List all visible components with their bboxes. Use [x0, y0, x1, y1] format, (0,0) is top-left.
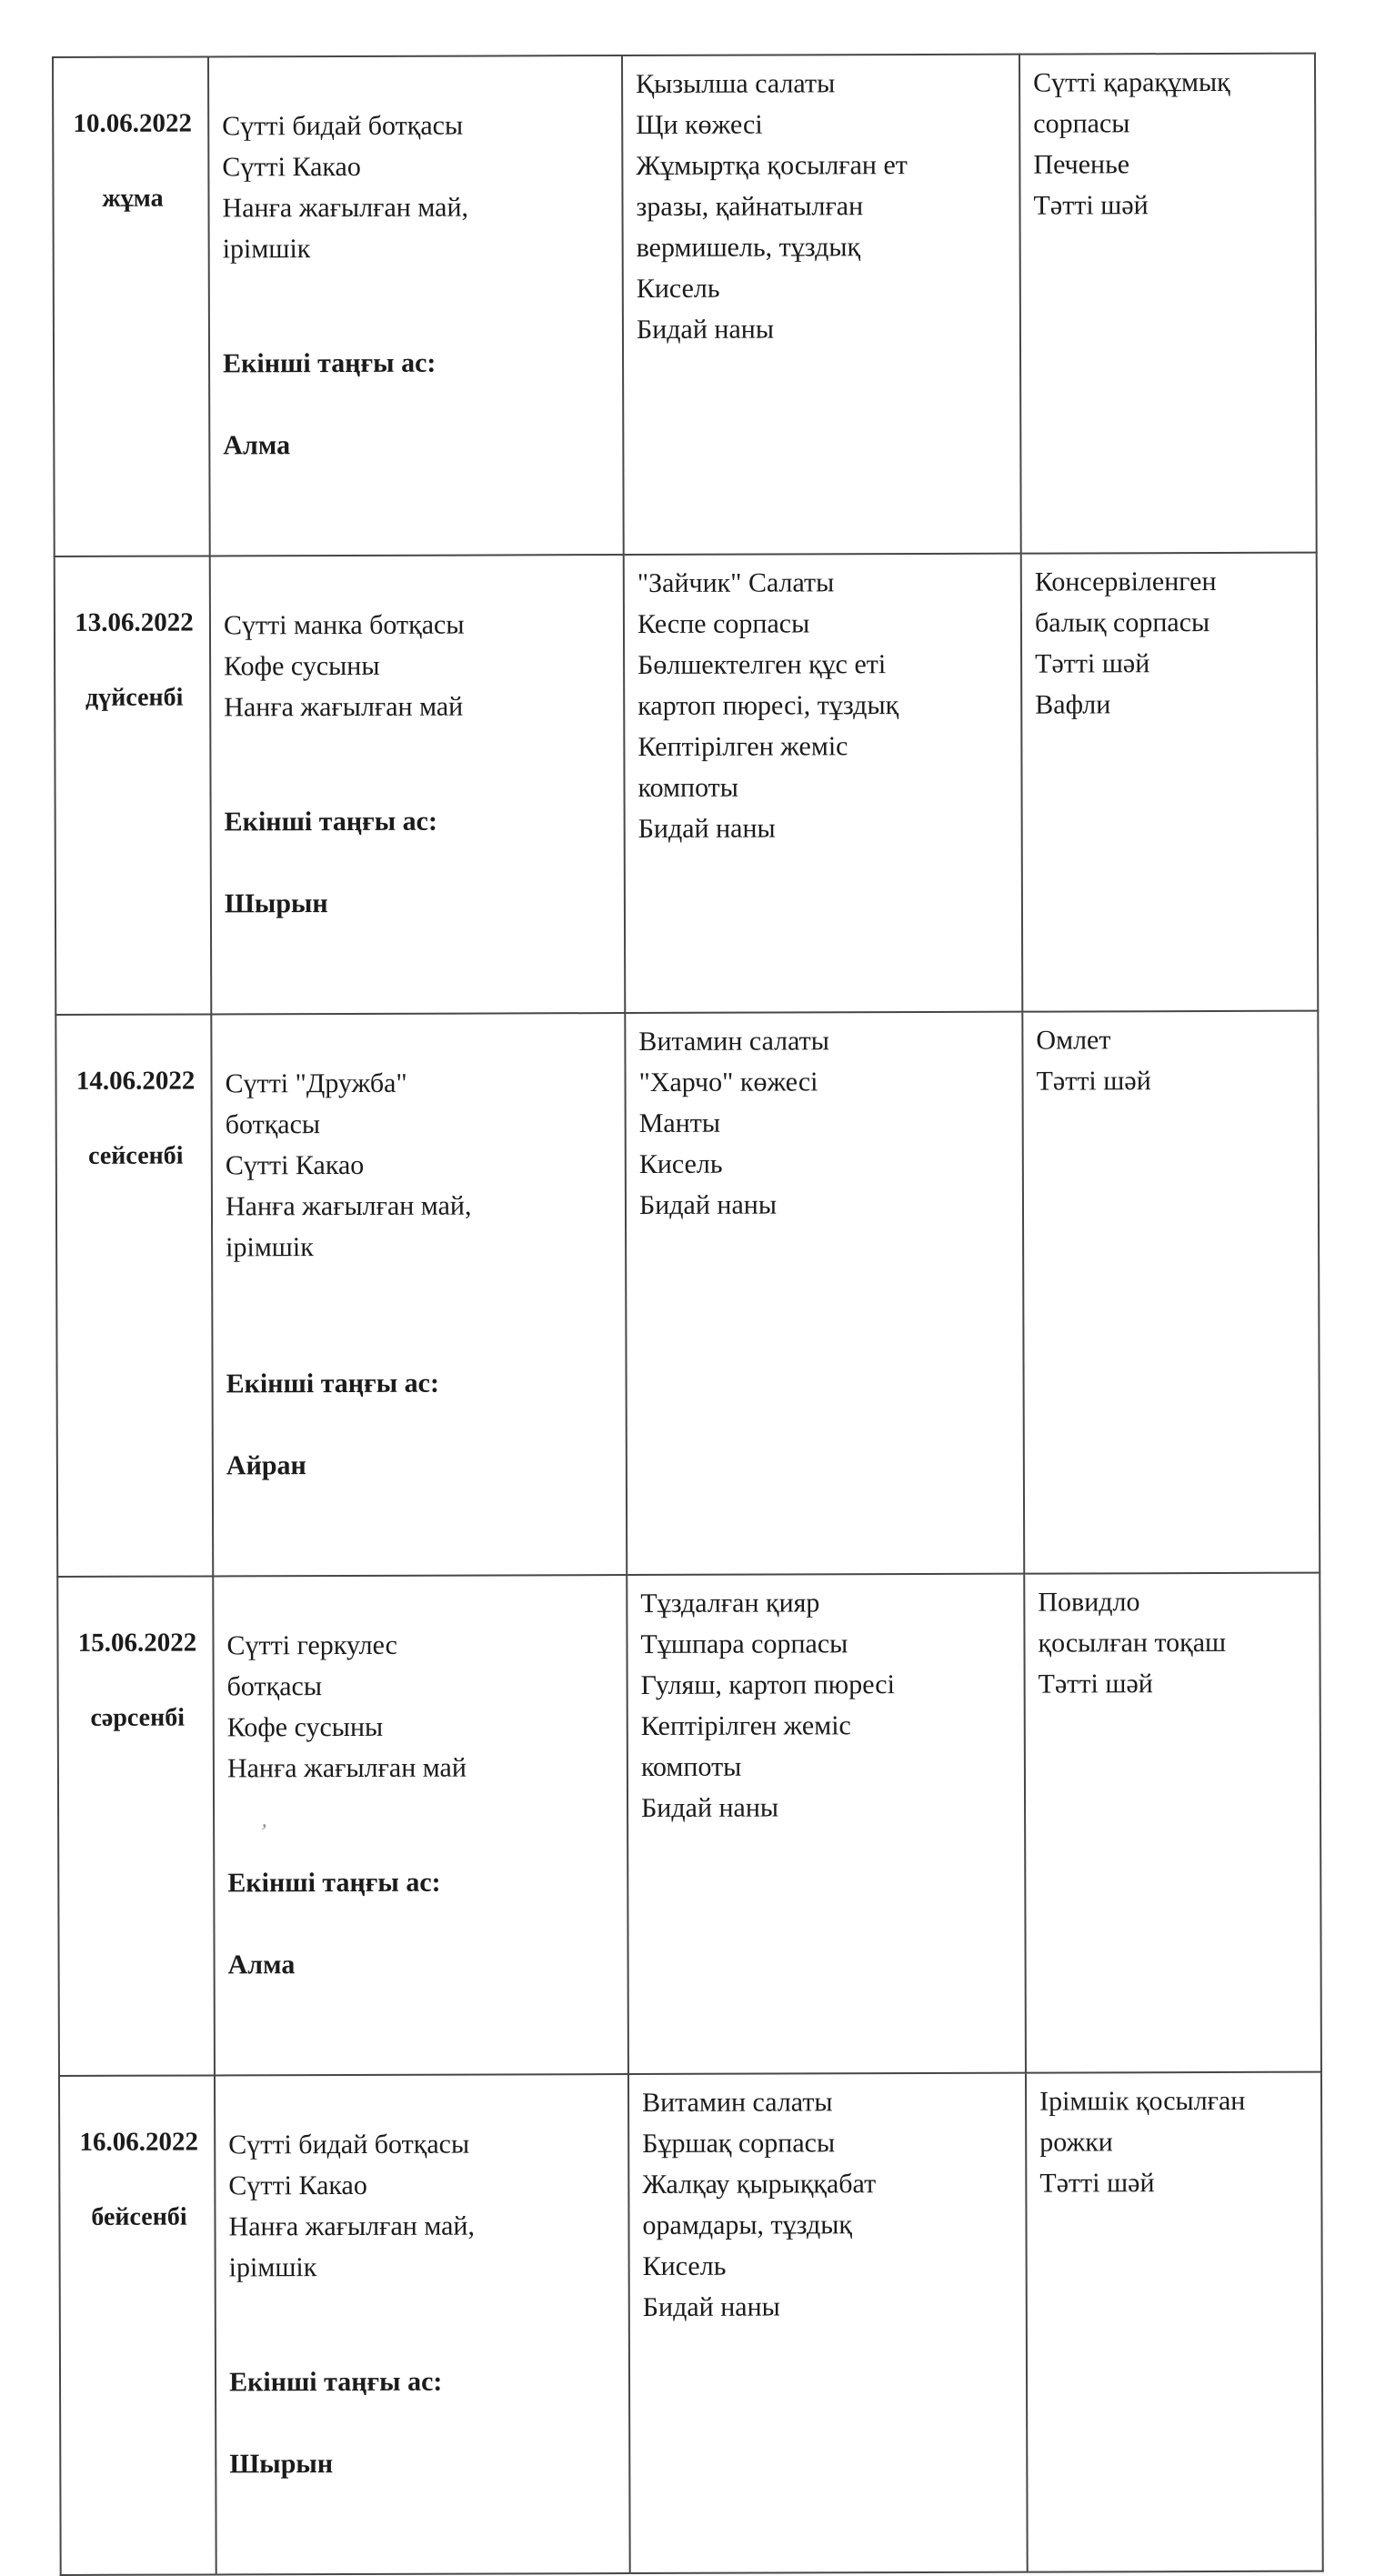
date-cell: [53, 56, 210, 556]
second-breakfast-block: [229, 2320, 620, 2525]
scan-artifact: ʼ: [256, 1819, 269, 1845]
date-label: 15.06.2022: [77, 1628, 197, 1658]
snack-cell: Омлет Тәтті шәй: [1022, 1011, 1320, 1574]
date-label: 10.06.2022: [73, 108, 193, 138]
second-breakfast-value: Алма: [227, 1950, 296, 1980]
snack-cell: Ірімшік қосылған рожки Тәтті шәй: [1026, 2072, 1323, 2572]
table-row: [55, 553, 1319, 1015]
date-cell: [55, 1014, 213, 1577]
snack-cell: Сүтті қарақұмық сорпасы Печенье Тәтті шәй: [1019, 54, 1317, 554]
lunch-cell: "Зайчик" Салаты Кеспе сорпасы Бөлшектелген құс еті картоп пюресі, тұздық Кептірілген жеміс компоты Бидай наны: [624, 554, 1023, 1013]
second-breakfast-block: [226, 1321, 617, 1527]
table-row: [55, 1011, 1320, 1577]
breakfast-items: Сүтті бидай ботқасы Сүтті Какао Нанға жағылған май, ірімшік: [222, 110, 469, 265]
breakfast-items: Сүтті геркулес ботқасы Кофе сусыны Нанға жағылған май: [226, 1629, 467, 1784]
second-breakfast-label: Екінші таңғы ас:: [227, 1867, 441, 1899]
second-breakfast-label: Екінші таңғы ас:: [228, 2366, 443, 2398]
second-breakfast-label: Екінші таңғы ас:: [223, 347, 437, 379]
date-label: 14.06.2022: [75, 1066, 196, 1096]
table-row: [57, 1573, 1321, 2076]
second-breakfast-block: [224, 759, 615, 965]
breakfast-cell: [215, 2074, 630, 2574]
breakfast-items: Сүтті манка ботқасы Кофе сусыны Нанға жағылған май: [223, 609, 465, 723]
second-breakfast-value: Шырын: [224, 888, 328, 919]
date-cell: [55, 556, 212, 1015]
day-label: сәрсенбі: [90, 1703, 186, 1732]
second-breakfast-block: [223, 301, 614, 506]
breakfast-items: Сүтті "Дружба" ботқасы Сүтті Какао Нанға жағылған май, ірімшік: [225, 1067, 472, 1263]
snack-cell: Консервіленген балық сорпасы Тәтті шәй Вафли: [1021, 553, 1319, 1012]
lunch-cell: Тұздалған қияр Тұшпара сорпасы Гуляш, картоп пюресі Кептірілген жеміс компоты Бидай наны: [627, 1574, 1026, 2074]
date-cell: [59, 2075, 216, 2575]
lunch-cell: Витамин салаты "Харчо" көжесі Манты Кисель Бидай наны: [625, 1012, 1024, 1575]
menu-table: [52, 53, 1324, 2576]
snack-cell: Повидло қосылған тоқаш Тәтті шәй: [1024, 1573, 1321, 2073]
date-label: 16.06.2022: [79, 2127, 199, 2157]
lunch-cell: Қызылша салаты Щи көжесі Жұмыртқа қосылған ет зразы, қайнатылған вермишель, тұздық Кисель Бидай наны: [622, 55, 1021, 555]
second-breakfast-label: Екінші таңғы ас:: [226, 1368, 439, 1399]
second-breakfast-block: [227, 1820, 618, 2026]
day-label: жұма: [102, 184, 164, 213]
breakfast-cell: [210, 555, 626, 1014]
second-breakfast-value: Айран: [226, 1450, 306, 1481]
breakfast-cell: [213, 1575, 628, 2075]
breakfast-cell: [208, 55, 624, 556]
lunch-cell: Витамин салаты Бұршақ сорпасы Жалқау қырыққабат орамдары, тұздық Кисель Бидай наны: [628, 2073, 1028, 2573]
day-label: дүйсенбі: [85, 683, 184, 712]
breakfast-items: Сүтті бидай ботқасы Сүтті Какао Нанға жағылған май, ірімшік: [228, 2129, 476, 2283]
date-label: 13.06.2022: [75, 607, 194, 637]
table-row: [59, 2072, 1323, 2575]
second-breakfast-label: Екінші таңғы ас:: [224, 806, 438, 837]
second-breakfast-value: Алма: [223, 430, 291, 461]
breakfast-cell: [211, 1013, 627, 1576]
day-label: бейсенбі: [91, 2202, 187, 2231]
table-row: [53, 54, 1317, 556]
date-cell: [57, 1576, 215, 2076]
second-breakfast-value: Шырын: [229, 2449, 334, 2480]
day-label: сейсенбі: [88, 1141, 184, 1170]
